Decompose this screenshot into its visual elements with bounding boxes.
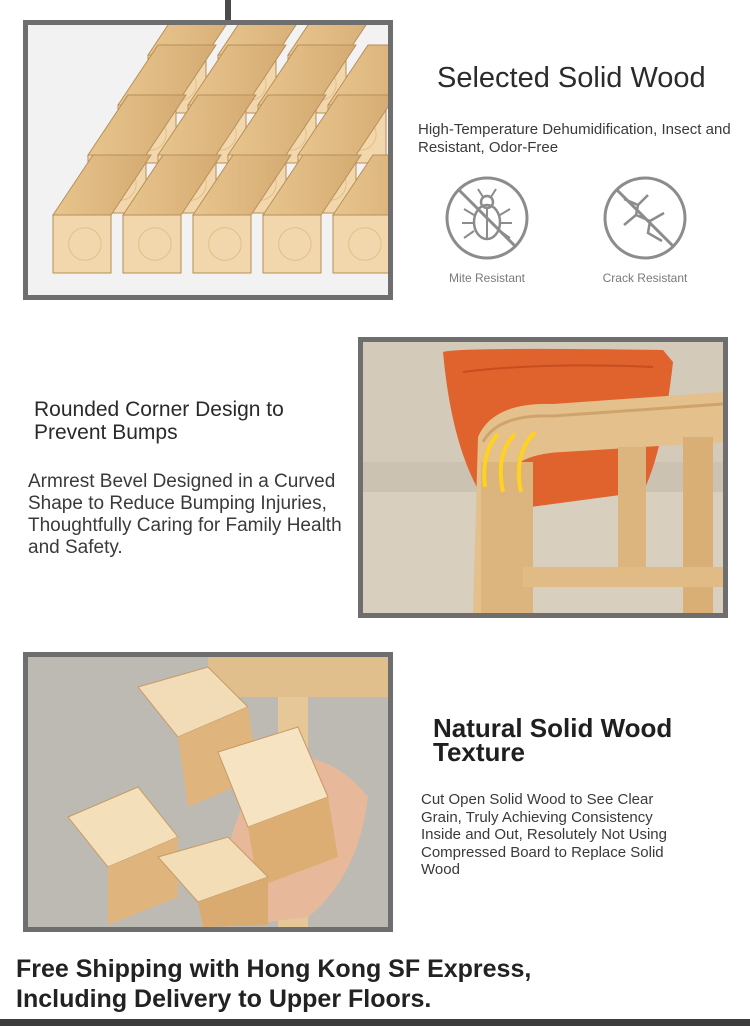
feature-crack-resistant: [590, 175, 700, 285]
section2-title: Rounded Corner Design to Prevent Bumps: [34, 398, 284, 444]
top-connector-line: [225, 0, 231, 20]
mite-resistant-label: Mite Resistant: [448, 271, 526, 285]
section2-body: Armrest Bevel Designed in a Curved Shape to Reduce Bumping Injuries, Thoughtfully Caring for Family Health and Safety.: [28, 471, 342, 558]
bottom-bar: [0, 1019, 750, 1026]
crack-icon: [602, 175, 688, 261]
crack-resistant-label: Crack Resistant: [602, 271, 688, 285]
section1-subtitle: High-Temperature Dehumidification, Insect and Resistant, Odor-Free: [418, 121, 731, 156]
section1-title: Selected Solid Wood: [437, 62, 706, 94]
section3-title: Natural Solid Wood Texture: [433, 713, 673, 767]
sofa-armrest-image: [358, 337, 728, 618]
feature-mite-resistant: [432, 175, 542, 285]
shipping-notice: Free Shipping with Hong Kong SF Express, Including Delivery to Upper Floors.: [16, 955, 532, 1013]
wood-cut-hand-image: [23, 652, 393, 932]
wood-blocks-image: [23, 20, 393, 300]
mite-icon: [444, 175, 530, 261]
section3-body: Cut Open Solid Wood to See Clear Grain, Truly Achieving Consistency Inside and Out, Resolutely Not Using Compressed Board to Replace Solid Wood: [421, 791, 667, 878]
